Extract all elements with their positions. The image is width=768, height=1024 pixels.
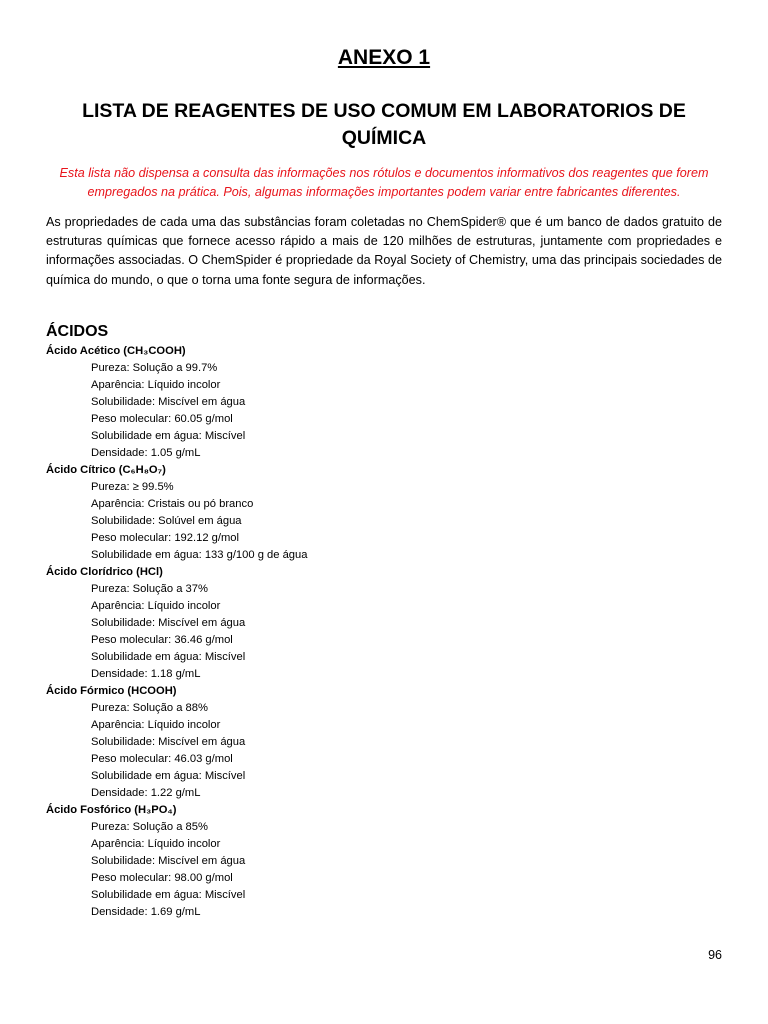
reagent-name: Ácido Fosfórico (H₃PO₄) (46, 804, 177, 816)
reagent-property: Peso molecular: 98.00 g/mol (91, 872, 233, 884)
reagent-property: Densidade: 1.05 g/mL (91, 447, 201, 459)
reagent-property: Pureza: Solução a 85% (91, 821, 208, 833)
reagent-property: Solubilidade em água: Miscível (91, 430, 246, 442)
reagent-list (46, 343, 722, 921)
reagent-name: Ácido Cítrico (C₆H₈O₇) (46, 464, 166, 476)
reagent-property: Aparência: Líquido incolor (91, 719, 221, 731)
annex-title: ANEXO 1 (337, 46, 431, 69)
reagent-entry (46, 343, 722, 462)
reagent-property: Aparência: Líquido incolor (91, 600, 221, 612)
reagent-property: Solubilidade: Solúvel em água (91, 515, 242, 527)
reagent-entry (46, 462, 722, 564)
reagent-property: Aparência: Cristais ou pó branco (91, 498, 254, 510)
reagent-entry (46, 802, 722, 921)
reagent-property: Peso molecular: 192.12 g/mol (91, 532, 240, 544)
document-title (60, 98, 708, 152)
reagent-property: Pureza: Solução a 37% (91, 583, 208, 595)
reagent-property: Solubilidade: Miscível em água (91, 855, 246, 867)
document-title-line-1: LISTA DE REAGENTES DE USO COMUM EM LABORATORIOS DE (82, 100, 686, 122)
reagent-property: Solubilidade: Miscível em água (91, 617, 246, 629)
reagent-property: Solubilidade: Miscível em água (91, 736, 246, 748)
reagent-property: Densidade: 1.69 g/mL (91, 906, 201, 918)
reagent-property: Solubilidade em água: Miscível (91, 770, 246, 782)
reagent-property: Peso molecular: 36.46 g/mol (91, 634, 233, 646)
reagent-property: Aparência: Líquido incolor (91, 379, 221, 391)
reagent-property: Aparência: Líquido incolor (91, 838, 221, 850)
section-heading-acids: ÁCIDOS (46, 323, 109, 340)
reagent-property: Densidade: 1.18 g/mL (91, 668, 201, 680)
reagent-property: Solubilidade em água: Miscível (91, 889, 246, 901)
reagent-property: Densidade: 1.22 g/mL (91, 787, 201, 799)
reagent-property: Solubilidade: Miscível em água (91, 396, 246, 408)
reagent-name: Ácido Fórmico (HCOOH) (46, 685, 177, 697)
reagent-entry (46, 683, 722, 802)
reagent-property: Solubilidade em água: Miscível (91, 651, 246, 663)
reagent-property: Peso molecular: 46.03 g/mol (91, 753, 233, 765)
page-number: 96 (708, 948, 722, 962)
document-title-line-2: QUÍMICA (341, 127, 427, 149)
reagent-property: Solubilidade em água: 133 g/100 g de água (91, 549, 308, 561)
reagent-name: Ácido Clorídrico (HCl) (46, 566, 163, 578)
warning-note: Esta lista não dispensa a consulta das informações nos rótulos e documentos informativos dos reagentes que forem empregados na prática. Pois, algumas informações importantes podem variar entre fabricantes diferentes. (59, 166, 709, 199)
intro-paragraph: As propriedades de cada uma das substâncias foram coletadas no ChemSpider® que é um banco de dados gratuito de estruturas químicas que fornece acesso rápido a mais de 120 milhões de estruturas, juntamente com propriedades e informações associadas. O ChemSpider é propriedade da Royal Society of Chemistry, uma das principais sociedades de química do mundo, o que o torna uma fonte segura de informações. (46, 215, 722, 287)
reagent-name: Ácido Acético (CH₃COOH) (46, 345, 186, 357)
reagent-entry (46, 564, 722, 683)
reagent-property: Pureza: Solução a 99.7% (91, 362, 218, 374)
reagent-property: Pureza: Solução a 88% (91, 702, 208, 714)
reagent-property: Pureza: ≥ 99.5% (91, 481, 174, 493)
reagent-property: Peso molecular: 60.05 g/mol (91, 413, 233, 425)
